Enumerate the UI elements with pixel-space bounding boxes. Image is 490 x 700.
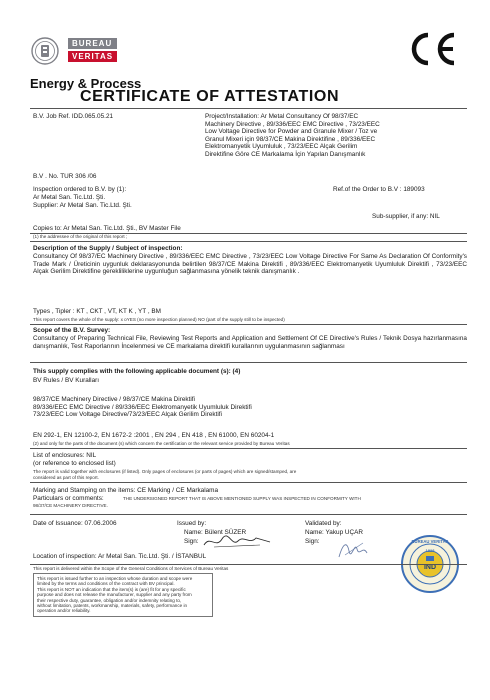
- project-line-1: Machinery Directive , 89/336/EEC EMC Directive , 73/23/EEC: [205, 120, 380, 128]
- disclaimer-line: This report is NOT an indication that the item(s) is (are) fit for any specific: [37, 586, 186, 592]
- directive-list: [33, 396, 252, 419]
- disclaimer-lead: This report is delivered within the Scope of the General Conditions of Services of Bureau Veritas: [33, 566, 229, 571]
- organization-name: Energy & Process: [30, 76, 142, 91]
- directive-item: 98/37/CE Machinery Directive / 98/37/CE Makina Direktifi: [33, 396, 195, 403]
- directive-item: 89/336/EEC EMC Directive / 89/336/EEC Elektromanyetik Uyumluluk Direktifi: [33, 403, 252, 411]
- enclosures-note-2: considered as part of this report.: [33, 475, 99, 480]
- divider: [30, 448, 467, 449]
- disclaimer-line: operation and/or reliability.: [37, 608, 91, 614]
- marking-line: Marking and Stamping on the items: CE Marking / CE Markalama: [33, 487, 219, 494]
- compliance-heading: This supply complies with the following applicable document (s): (4): [33, 368, 241, 375]
- disclaimer-line: This report is issued further to an inspection whose duration and scope were: [37, 576, 193, 581]
- scope-text: Consultancy of Preparing Technical File, Reviewing Test Reports and Application and Settlement Of CE Directive's Rules / Teknik Dosya hazırlanmasına danışmanlık, Test Raporlarının İncelenmesi ve CE markalama direktifi kurallarının uygulanmasının sağlanması: [33, 335, 467, 350]
- inspection-ordered-by: Inspection ordered to B.V. by (1):: [33, 186, 127, 193]
- bureau-veritas-logo: [68, 38, 117, 62]
- directive-item: 73/23/EEC Low Voltage Directive/73/23/EEC Alçak Gerilim Direktifi: [33, 411, 222, 419]
- issuer-signature-icon: [200, 533, 280, 551]
- enclosures-note-1: The report is valid together with enclosures (if listed). Only pages of enclosures (or parts of pages) which are signed/stamped, are: [33, 469, 297, 474]
- issuer-name: Name: Bülent SÜZER: [184, 529, 247, 536]
- disclaimer-box: [33, 573, 213, 617]
- types: Types , Tipler : KT , CKT , VT, KT K , YT , BM: [33, 308, 161, 315]
- disclaimer-line: limited by the terms and conditions of the contract with BV principal.: [37, 581, 175, 587]
- project-line-2: Low Voltage Directive for Powder and Granule Mixer / Toz ve: [205, 128, 378, 136]
- supply-text: Consultancy Of 98/37/EC Machinery Directive , 89/336/EEC EMC Directive , 73/23/EEC Low Voltage Directive For Same As Declaration Of Conformity's Trade Mark / Üreticinin uygunluk deklarasyonunda belirtilen 98/37/CE Makina Direktifi , 89/336/EEC Elektromanyetik Uyumluluk Direktifi , 73/23/EEC Alçak Gerilim Direktifine gerekliliklerine uygunluğun sağlanmasına yönelik teknik danışmanlık .: [33, 253, 467, 276]
- disclaimer-line: without limitation, patents, workmanship, materials, safety, performance in: [37, 603, 188, 609]
- project-line-3: Granul Mixeri için 98/37/CE Makina Direktifine , 89/336/EEC: [205, 135, 376, 143]
- project-label: Project/Installation:: [205, 113, 259, 120]
- validator-signature-icon: [333, 537, 373, 559]
- project-line-0: Ar Metal Consultancy Of 98/37/EC: [260, 113, 359, 120]
- ref-order: Ref.of the Order to B.V : 189093: [333, 186, 425, 193]
- enclosures-list: List of enclosures: NIL: [33, 452, 97, 459]
- validator-sign-label: Sign:: [305, 538, 320, 545]
- disclaimer-line: purpose and does not release the manufacturer, supplier and any party from: [37, 592, 192, 598]
- project-block: [205, 113, 467, 159]
- bureau-veritas-seal-icon: [30, 36, 66, 66]
- types-note: This report covers the whole of the supply: x oYES (no more inspection planned) NO (part of the supply still to be inspected): [33, 317, 285, 322]
- divider: [30, 482, 467, 483]
- copies-to: Copies to: Ar Metal San. Tic.Ltd. Şti., BV Master File: [33, 225, 181, 232]
- particulars-line-2: 98/37/CE MACHINERY DIRECTIVE.: [33, 503, 108, 508]
- divider: [30, 108, 467, 109]
- disclaimer-line: their respective duty, guarantee, obligation and/or indemnity relating to,: [37, 597, 182, 603]
- footnote-2: (2) and only for the parts of the document (s) which concern the certification or the relevant service provided by Bureau Veritas: [33, 441, 290, 446]
- date-of-issuance: Date of Issuance: 07.06.2006: [33, 520, 117, 527]
- logo-word-veritas: VERITAS: [68, 51, 117, 62]
- validator-name: Name: Yakup UÇAR: [305, 529, 364, 536]
- issuer-sign-label: Sign:: [184, 538, 199, 545]
- ce-mark-icon: [404, 31, 460, 67]
- standards: EN 292-1, EN 12100-2, EN 1672-2 :2001 , EN 294 , EN 418 , EN 61000, EN 60204-1: [33, 432, 275, 439]
- certificate-title: CERTIFICATE OF ATTESTATION: [80, 88, 340, 105]
- sub-supplier: Sub-supplier, if any: NIL: [372, 213, 440, 220]
- footnote-1: (1) the addressee of the original of this report ;: [33, 234, 128, 239]
- scope-heading: Scope of the B.V. Survey:: [33, 327, 111, 334]
- particulars-label: Particulars or comments:: [33, 495, 104, 502]
- divider: [30, 564, 467, 565]
- stamp-text-top: BUREAU VERITAS: [411, 539, 449, 544]
- validated-by-label: Validated by:: [305, 520, 342, 527]
- bv-rules: BV Rules / BV Kuralları: [33, 377, 100, 384]
- enclosures-ref: (or reference to enclosed list): [33, 460, 116, 467]
- divider: [30, 514, 467, 515]
- inspection-location: Location of inspection: Ar Metal San. Tic.Ltd. Şti. / İSTANBUL: [33, 553, 207, 560]
- bv-number: B.V . No. TUR 306 /06: [33, 173, 97, 180]
- divider: [30, 241, 467, 242]
- stamp-text-mid: IND: [423, 564, 437, 571]
- job-reference: B.V. Job Ref. IDD.065.05.21: [33, 113, 114, 120]
- supply-heading: Description of the Supply / Subject of inspection:: [33, 245, 183, 252]
- particulars-line-1: THE UNDERSIGNED REPORT THAT IS ABOVE MENTIONED SUPPLY WAS INSPECTED IN CONFORMITY WITH: [123, 496, 361, 501]
- divider: [30, 362, 467, 363]
- issued-by-label: Issued by:: [177, 520, 207, 527]
- project-line-5: Direktifine Göre CE Markalama İçin Yapılan Danışmanlık: [205, 150, 366, 158]
- supplier: Supplier: Ar Metal San. Tic.Ltd. Şti.: [33, 202, 132, 209]
- ordered-by-company: Ar Metal San. Tic.Ltd. Şti.: [33, 194, 106, 201]
- divider: [30, 324, 467, 325]
- project-line-4: Elektromanyetik Uyumluluk , 73/23/EEC Alçak Gerilim: [205, 143, 358, 151]
- stamp-text-year: 1828: [425, 548, 435, 553]
- logo-word-bureau: BUREAU: [68, 38, 117, 49]
